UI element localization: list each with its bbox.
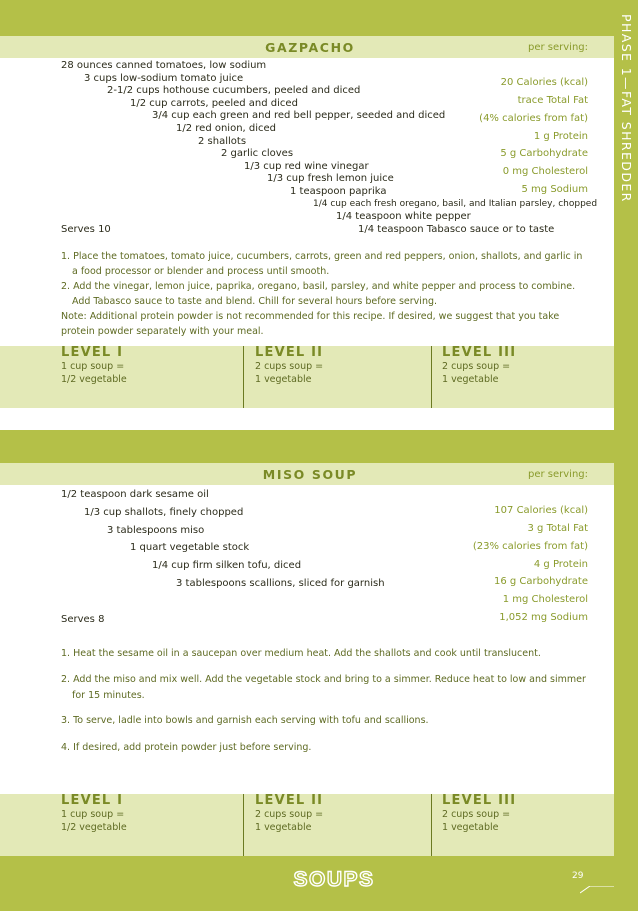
ingredient: 1/3 cup shallots, finely chopped	[84, 507, 244, 518]
nutrition-fact: 0 mg Cholesterol	[502, 166, 588, 177]
ingredient: 1/4 cup firm silken tofu, diced	[152, 560, 302, 571]
phase-label: PHASE 1—FAT SHREDDER	[619, 14, 634, 203]
gazpacho-title: GAZPACHO	[265, 40, 355, 55]
miso-step: 1. Heat the sesame oil in a saucepan over medium heat. Add the shallots and cook until translucent.	[61, 648, 541, 659]
ingredient: 3 tablespoons scallions, sliced for garnish	[176, 578, 385, 589]
nutrition-fact: 107 Calories (kcal)	[494, 505, 588, 516]
nutrition-fact: trace Total Fat	[517, 95, 588, 106]
nutrition-fact: 16 g Carbohydrate	[493, 576, 588, 587]
nutrition-fact: 3 g Total Fat	[527, 523, 588, 534]
level-2: LEVEL II 2 cups soup = 1 vegetable	[255, 793, 324, 833]
miso-step: 3. To serve, ladle into bowls and garnish each serving with tofu and scallions.	[61, 715, 429, 726]
nutrition-fact: 1,052 mg Sodium	[499, 612, 588, 623]
nutrition-fact: 1 g Protein	[533, 131, 588, 142]
level-divider	[431, 794, 432, 856]
ingredient: 1 quart vegetable stock	[130, 542, 250, 553]
level-divider	[431, 346, 432, 408]
middle-band	[0, 430, 614, 463]
ingredient: 1/4 cup each fresh oregano, basil, and Italian parsley, chopped	[313, 199, 598, 209]
page-number-rule	[580, 886, 614, 894]
gazpacho-note: Note: Additional protein powder is not recommended for this recipe. If desired, we suggest that you take protein powder separately with your meal.	[61, 311, 560, 337]
level-divider	[243, 794, 244, 856]
level-3: LEVEL III 2 cups soup = 1 vegetable	[442, 345, 517, 385]
gazpacho-per-serving: per serving:	[527, 42, 588, 53]
gazpacho-step: 1. Place the tomatoes, tomato juice, cucumbers, carrots, green and red peppers, onion, shallots, and garlic in a food processor or blender and process until smooth.	[61, 251, 583, 277]
level-2: LEVEL II 2 cups soup = 1 vegetable	[255, 345, 324, 385]
ingredient: 1/4 teaspoon Tabasco sauce or to taste	[358, 224, 555, 235]
ingredient: 2 garlic cloves	[221, 148, 294, 159]
level-divider	[243, 346, 244, 408]
ingredient: 1/2 teaspoon dark sesame oil	[61, 489, 209, 500]
nutrition-fact: 4 g Protein	[533, 559, 588, 570]
ingredient: 1 teaspoon paprika	[290, 186, 387, 197]
level-3: LEVEL III 2 cups soup = 1 vegetable	[442, 793, 517, 833]
ingredient: 28 ounces canned tomatoes, low sodium	[61, 60, 267, 71]
nutrition-fact: 1 mg Cholesterol	[502, 594, 588, 605]
top-band	[0, 0, 614, 36]
nutrition-fact: 5 g Carbohydrate	[500, 148, 588, 159]
level-1: LEVEL I 1 cup soup = 1/2 vegetable	[61, 345, 127, 385]
miso-serves: Serves 8	[61, 614, 105, 625]
nutrition-fact: 20 Calories (kcal)	[500, 77, 588, 88]
gazpacho-serves: Serves 10	[61, 224, 111, 235]
gazpacho-step: 2. Add the vinegar, lemon juice, paprika, oregano, basil, parsley, and white pepper and process to combine. Add Tabasco sauce to taste and blend. Chill for several hours before serving.	[61, 281, 576, 307]
ingredient: 2-1/2 cups hothouse cucumbers, peeled and diced	[107, 85, 361, 96]
miso-per-serving: per serving:	[527, 469, 588, 480]
nutrition-fact: 5 mg Sodium	[521, 184, 588, 195]
ingredient: 3 cups low-sodium tomato juice	[84, 73, 244, 84]
ingredient: 1/2 cup carrots, peeled and diced	[130, 98, 298, 109]
ingredient: 1/2 red onion, diced	[176, 123, 277, 134]
ingredient: 1/4 teaspoon white pepper	[336, 211, 471, 222]
level-1: LEVEL I 1 cup soup = 1/2 vegetable	[61, 793, 127, 833]
ingredient: 3 tablespoons miso	[107, 525, 205, 536]
section-title	[280, 866, 388, 892]
ingredient: 1/3 cup red wine vinegar	[244, 161, 369, 172]
miso-title: MISO SOUP	[262, 467, 358, 482]
miso-step: 2. Add the miso and mix well. Add the vegetable stock and bring to a simmer. Reduce heat to low and simmer for 15 minutes.	[61, 674, 586, 701]
ingredient: 3/4 cup each green and red bell pepper, seeded and diced	[152, 110, 446, 121]
ingredient: 2 shallots	[198, 136, 247, 147]
nutrition-fact: (4% calories from fat)	[479, 113, 588, 124]
ingredient: 1/3 cup fresh lemon juice	[267, 173, 394, 184]
miso-step: 4. If desired, add protein powder just before serving.	[61, 742, 312, 753]
nutrition-fact: (23% calories from fat)	[472, 541, 588, 552]
page-number: 29	[572, 871, 584, 881]
section-title-text: SOUPS	[293, 868, 375, 891]
